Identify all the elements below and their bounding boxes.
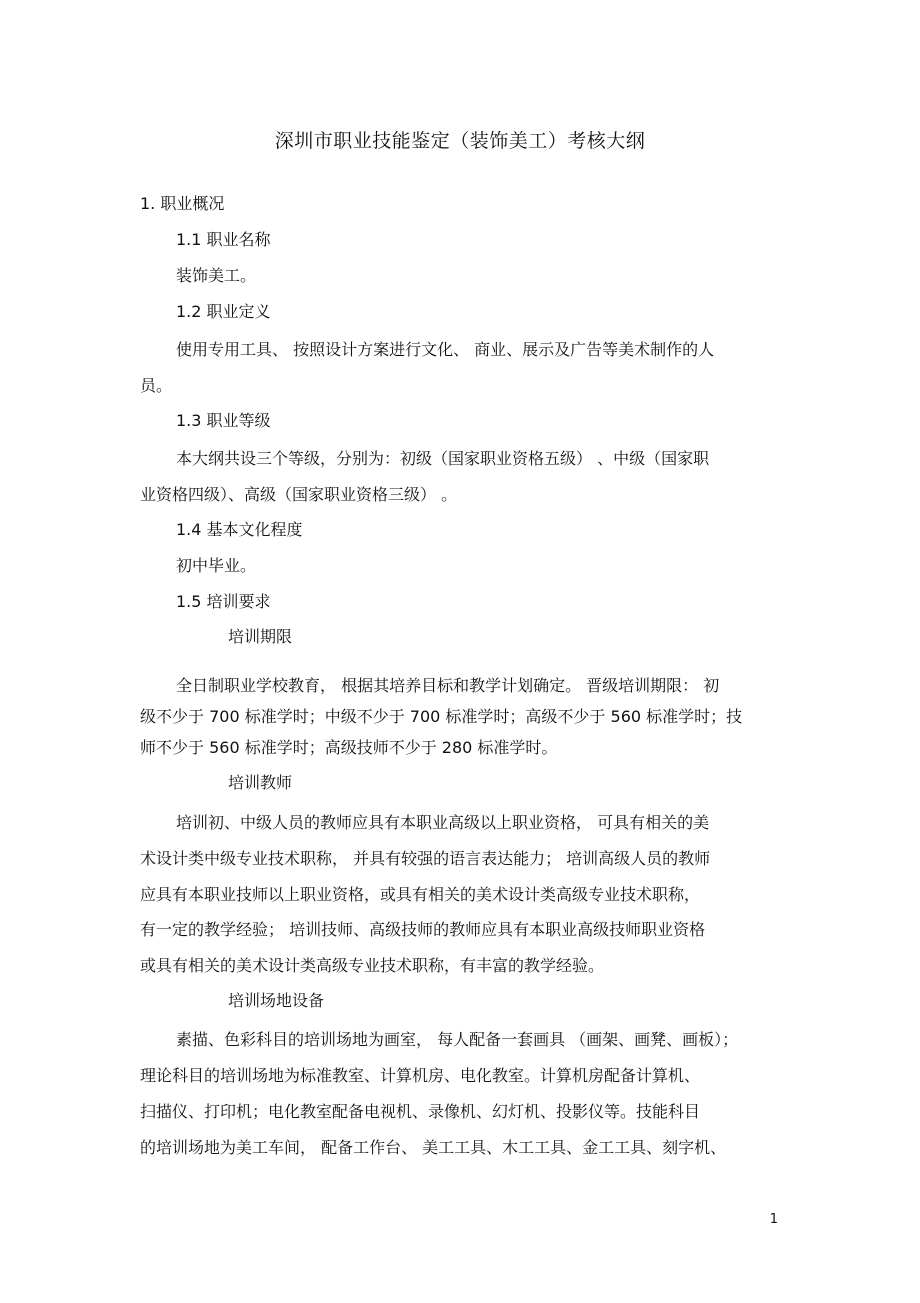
training-period-line-3: 师不少于 560 标准学时；高级技师不少于 280 标准学时。 bbox=[140, 738, 558, 757]
section-1-2-line-1: 使用专用工具、 按照设计方案进行文化、 商业、展示及广告等美术制作的人 bbox=[176, 340, 715, 359]
section-1-5-heading: 1.5 培训要求 bbox=[176, 592, 271, 611]
section-1-2-heading: 1.2 职业定义 bbox=[176, 302, 271, 321]
training-teacher-line-2: 术设计类中级专业技术职称， 并具有较强的语言表达能力； 培训高级人员的教师 bbox=[140, 849, 711, 868]
training-site-line-1: 素描、色彩科目的培训场地为画室， 每人配备一套画具 （画架、画凳、画板）； bbox=[176, 1030, 739, 1049]
training-teacher-heading: 培训教师 bbox=[228, 773, 293, 792]
section-1-1-heading: 1.1 职业名称 bbox=[176, 230, 271, 249]
document-title: 深圳市职业技能鉴定（装饰美工）考核大纲 bbox=[274, 130, 646, 152]
training-period-line-2: 级不少于 700 标准学时；中级不少于 700 标准学时；高级不少于 560 标准学时；技 bbox=[140, 707, 743, 726]
page-number: 1 bbox=[769, 1212, 778, 1227]
section-1-4-text: 初中毕业。 bbox=[176, 556, 257, 575]
training-teacher-line-4: 有一定的教学经验； 培训技师、高级技师的教师应具有本职业高级技师职业资格 bbox=[140, 920, 706, 939]
training-teacher-line-5: 或具有相关的美术设计类高级专业技术职称，有丰富的教学经验。 bbox=[140, 956, 605, 975]
training-site-line-3: 扫描仪、打印机；电化教室配备电视机、录像机、幻灯机、投影仪等。技能科目 bbox=[140, 1102, 701, 1121]
section-1-3-heading: 1.3 职业等级 bbox=[176, 411, 271, 430]
training-site-line-4: 的培训场地为美工车间， 配备工作台、 美工工具、木工工具、金工工具、刻字机、 bbox=[140, 1138, 727, 1157]
training-teacher-line-3: 应具有本职业技师以上职业资格，或具有相关的美术设计类高级专业技术职称， bbox=[140, 885, 701, 904]
training-period-heading: 培训期限 bbox=[228, 627, 293, 646]
training-site-heading: 培训场地设备 bbox=[228, 991, 325, 1010]
section-1-heading: 1. 职业概况 bbox=[140, 194, 225, 213]
section-1-1-text: 装饰美工。 bbox=[176, 266, 257, 285]
training-teacher-line-1: 培训初、中级人员的教师应具有本职业高级以上职业资格， 可具有相关的美 bbox=[176, 813, 710, 832]
training-site-line-2: 理论科目的培训场地为标准教室、计算机房、电化教室。计算机房配备计算机、 bbox=[140, 1066, 701, 1085]
section-1-3-line-1: 本大纲共设三个等级，分别为：初级（国家职业资格五级） 、中级（国家职 bbox=[176, 449, 710, 468]
section-1-4-heading: 1.4 基本文化程度 bbox=[176, 520, 303, 539]
section-1-2-line-2: 员。 bbox=[140, 376, 173, 395]
section-1-3-line-2: 业资格四级）、高级（国家职业资格三级） 。 bbox=[140, 485, 458, 504]
training-period-line-1: 全日制职业学校教育， 根据其培养目标和教学计划确定。 晋级培训期限： 初 bbox=[176, 676, 720, 695]
